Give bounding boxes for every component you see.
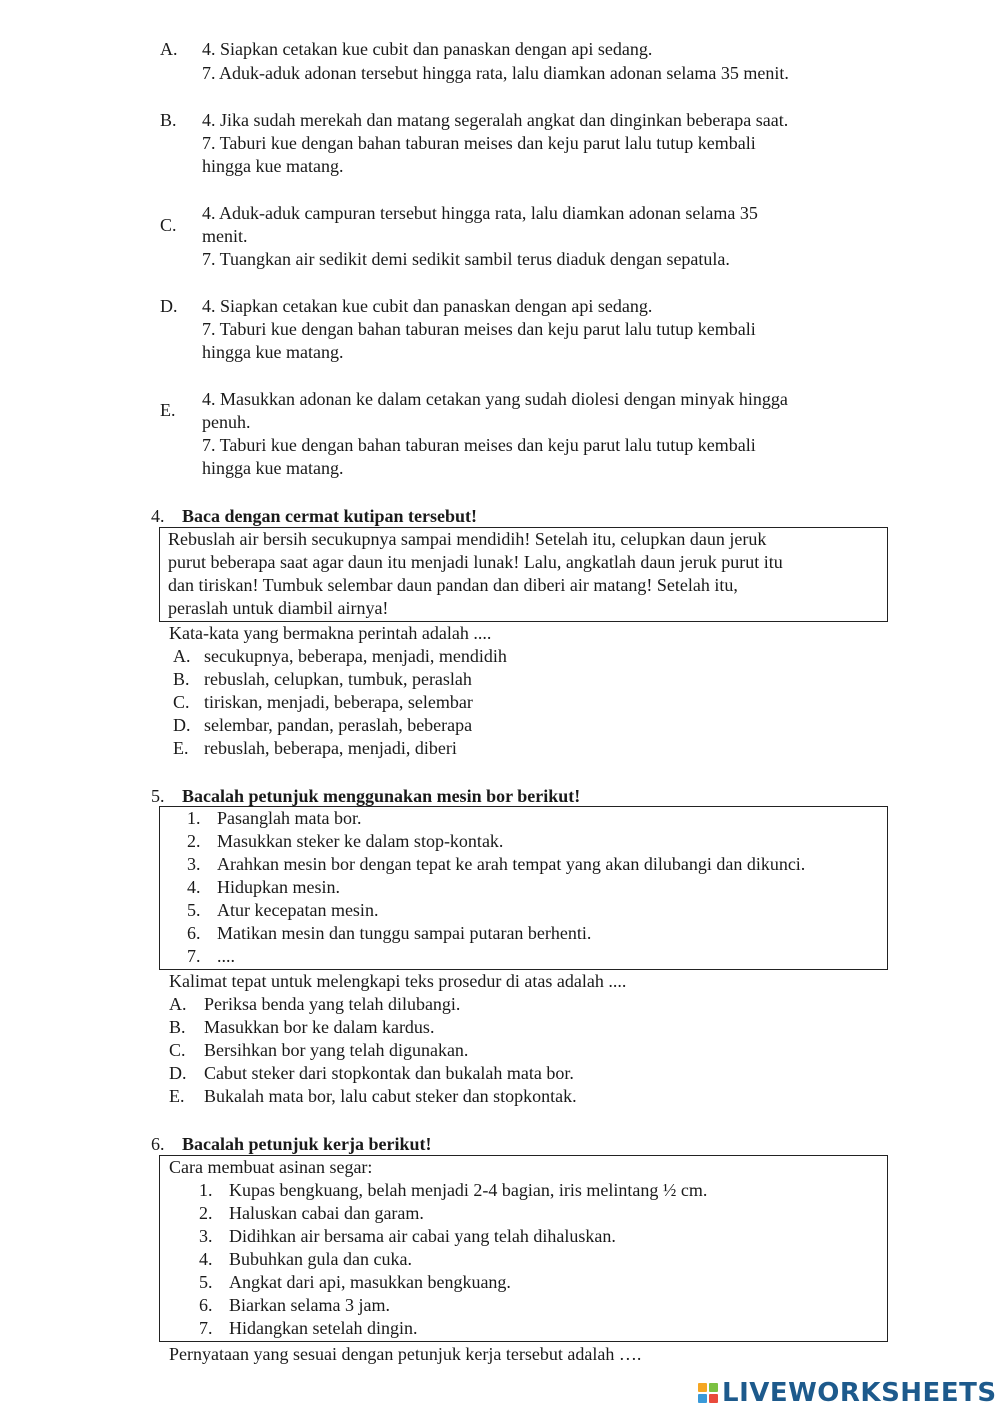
step-text: Atur kecepatan mesin.	[217, 900, 379, 920]
step-text: ....	[217, 946, 235, 966]
option-letter: E.	[169, 1086, 185, 1106]
step-number: 4.	[199, 1249, 213, 1269]
question-title: Bacalah petunjuk menggunakan mesin bor berikut!	[182, 786, 581, 806]
option-letter: C.	[173, 692, 190, 712]
option-line: 4. Masukkan adonan ke dalam cetakan yang sudah diolesi dengan minyak hingga	[202, 389, 788, 409]
quote-line: Rebuslah air bersih secukupnya sampai mendidih! Setelah itu, celupkan daun jeruk	[168, 529, 767, 549]
step-number: 5.	[187, 900, 201, 920]
option-letter: B.	[173, 669, 190, 689]
option-line: 7. Aduk-aduk adonan tersebut hingga rata, lalu diamkan adonan selama 35 menit.	[202, 63, 789, 83]
option-line: 7. Tuangkan air sedikit demi sedikit sambil terus diaduk dengan sepatula.	[202, 249, 730, 269]
step-number: 3.	[187, 854, 201, 874]
quote-line: purut beberapa saat agar daun itu menjadi lunak! Lalu, angkatlah daun jeruk purut itu	[168, 552, 783, 572]
step-number: 6.	[187, 923, 201, 943]
step-number: 2.	[187, 831, 201, 851]
option-letter: E.	[160, 400, 176, 420]
option-text: Cabut steker dari stopkontak dan bukalah mata bor.	[204, 1063, 574, 1083]
question-number: 6.	[151, 1134, 165, 1154]
step-number: 5.	[199, 1272, 213, 1292]
step-text: Arahkan mesin bor dengan tepat ke arah tempat yang akan dilubangi dan dikunci.	[217, 854, 806, 874]
step-text: Biarkan selama 3 jam.	[229, 1295, 390, 1315]
option-line: 7. Taburi kue dengan bahan taburan meises dan keju parut lalu tutup kembali	[202, 133, 756, 153]
question-prompt: Kata-kata yang bermakna perintah adalah ....	[169, 623, 492, 643]
steps-box	[159, 806, 888, 970]
step-number: 1.	[199, 1180, 213, 1200]
question-title: Bacalah petunjuk kerja berikut!	[182, 1134, 432, 1154]
logo-tile	[709, 1383, 718, 1392]
option-text: selembar, pandan, peraslah, beberapa	[204, 715, 473, 735]
step-number: 1.	[187, 808, 201, 828]
option-line: menit.	[202, 226, 248, 246]
option-letter: B.	[169, 1017, 186, 1037]
question-prompt: Pernyataan yang sesuai dengan petunjuk kerja tersebut adalah ….	[169, 1344, 642, 1364]
option-line: hingga kue matang.	[202, 342, 344, 362]
step-text: Didihkan air bersama air cabai yang telah dihaluskan.	[229, 1226, 616, 1246]
logo-text: LIVEWORKSHEETS	[722, 1378, 997, 1408]
step-text: Angkat dari api, masukkan bengkuang.	[229, 1272, 511, 1292]
step-text: Haluskan cabai dan garam.	[229, 1203, 424, 1223]
step-number: 6.	[199, 1295, 213, 1315]
logo-tile	[709, 1394, 718, 1403]
option-text: Masukkan bor ke dalam kardus.	[204, 1017, 435, 1037]
step-text: Kupas bengkuang, belah menjadi 2-4 bagian, iris melintang ½ cm.	[229, 1180, 708, 1200]
logo-tile	[698, 1394, 707, 1403]
option-line: hingga kue matang.	[202, 458, 344, 478]
question-number: 4.	[151, 506, 165, 526]
option-line: 4. Aduk-aduk campuran tersebut hingga rata, lalu diamkan adonan selama 35	[202, 203, 758, 223]
option-letter: D.	[173, 715, 191, 735]
option-letter: C.	[160, 215, 177, 235]
step-number: 7.	[199, 1318, 213, 1338]
step-text: Hidangkan setelah dingin.	[229, 1318, 418, 1338]
option-letter: A.	[169, 994, 187, 1014]
step-number: 4.	[187, 877, 201, 897]
quote-box	[159, 527, 888, 622]
liveworksheets-logo	[698, 1380, 997, 1406]
option-text: Periksa benda yang telah dilubangi.	[204, 994, 461, 1014]
step-number: 3.	[199, 1226, 213, 1246]
option-line: penuh.	[202, 412, 251, 432]
option-line: 4. Siapkan cetakan kue cubit dan panaskan dengan api sedang.	[202, 39, 653, 59]
quote-line: peraslah untuk diambil airnya!	[168, 598, 389, 618]
step-text: Hidupkan mesin.	[217, 877, 340, 897]
option-text: Bukalah mata bor, lalu cabut steker dan stopkontak.	[204, 1086, 577, 1106]
option-text: tiriskan, menjadi, beberapa, selembar	[204, 692, 473, 712]
question-number: 5.	[151, 786, 165, 806]
box-heading: Cara membuat asinan segar:	[169, 1157, 373, 1177]
logo-tiles-icon	[698, 1383, 718, 1403]
option-line: 7. Taburi kue dengan bahan taburan meises dan keju parut lalu tutup kembali	[202, 435, 756, 455]
step-text: Pasanglah mata bor.	[217, 808, 362, 828]
option-line: 7. Taburi kue dengan bahan taburan meises dan keju parut lalu tutup kembali	[202, 319, 756, 339]
step-number: 7.	[187, 946, 201, 966]
option-letter: D.	[169, 1063, 187, 1083]
step-number: 2.	[199, 1203, 213, 1223]
option-line: 4. Siapkan cetakan kue cubit dan panaskan dengan api sedang.	[202, 296, 653, 316]
option-letter: A.	[160, 39, 178, 59]
option-letter: B.	[160, 110, 177, 130]
steps-box	[159, 1155, 888, 1342]
step-text: Matikan mesin dan tunggu sampai putaran berhenti.	[217, 923, 592, 943]
option-letter: E.	[173, 738, 189, 758]
option-text: secukupnya, beberapa, menjadi, mendidih	[204, 646, 507, 666]
step-text: Bubuhkan gula dan cuka.	[229, 1249, 412, 1269]
option-text: rebuslah, celupkan, tumbuk, peraslah	[204, 669, 472, 689]
question-title: Baca dengan cermat kutipan tersebut!	[182, 506, 477, 526]
question-prompt: Kalimat tepat untuk melengkapi teks prosedur di atas adalah ....	[169, 971, 627, 991]
logo-tile	[698, 1383, 707, 1392]
step-text: Masukkan steker ke dalam stop-kontak.	[217, 831, 504, 851]
option-text: Bersihkan bor yang telah digunakan.	[204, 1040, 469, 1060]
option-letter: C.	[169, 1040, 186, 1060]
option-letter: D.	[160, 296, 178, 316]
quote-line: dan tiriskan! Tumbuk selembar daun pandan dan diberi air matang! Setelah itu,	[168, 575, 738, 595]
option-letter: A.	[173, 646, 191, 666]
option-text: rebuslah, beberapa, menjadi, diberi	[204, 738, 457, 758]
option-line: hingga kue matang.	[202, 156, 344, 176]
option-line: 4. Jika sudah merekah dan matang segeralah angkat dan dinginkan beberapa saat.	[202, 110, 789, 130]
